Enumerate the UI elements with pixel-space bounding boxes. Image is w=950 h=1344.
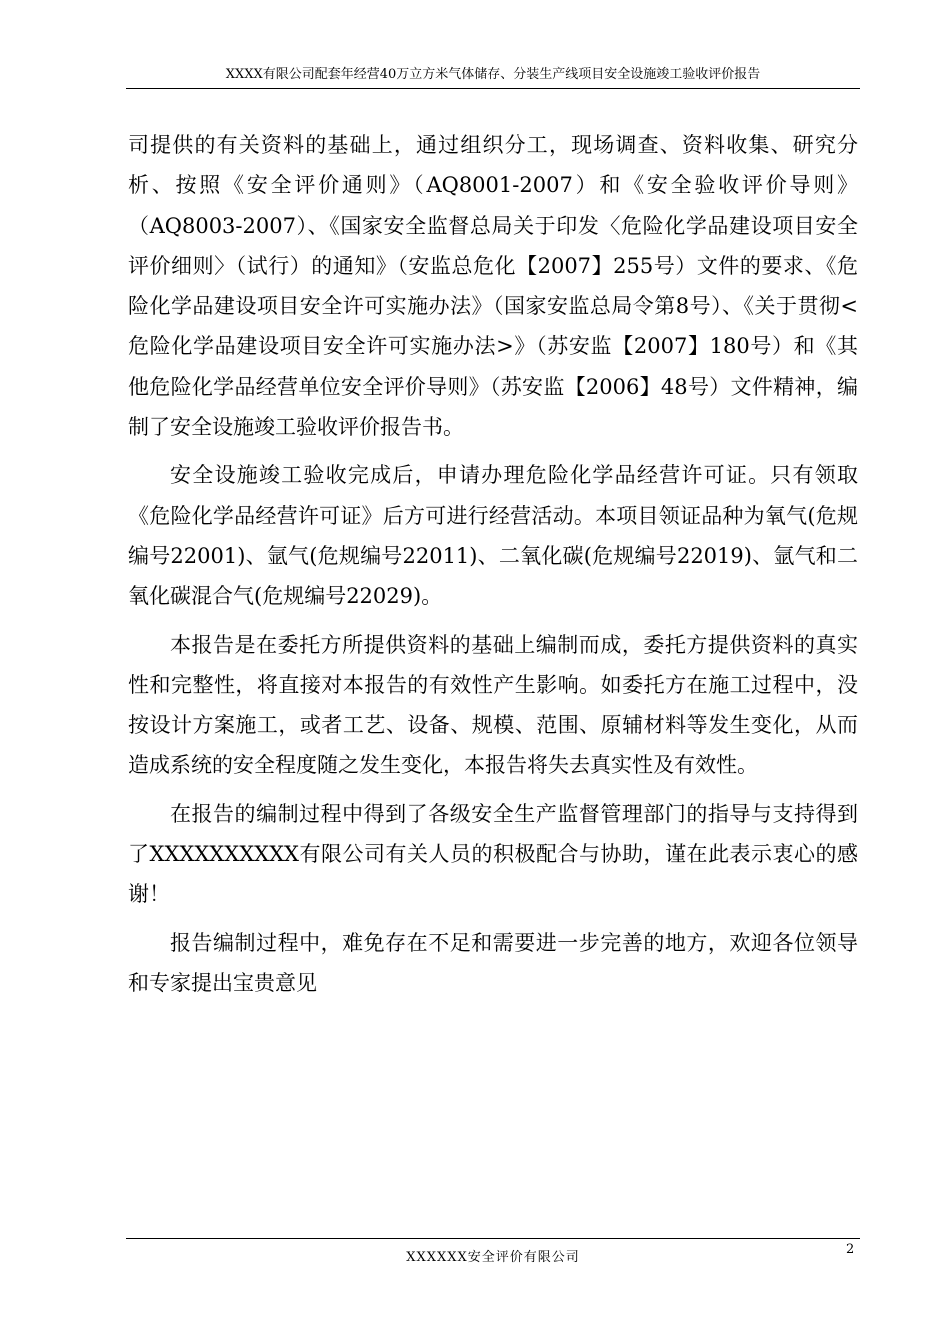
header-divider	[126, 88, 860, 89]
page-header-title: XXXX有限公司配套年经营40万立方米气体储存、分装生产线项目安全设施竣工验收评价报告	[225, 67, 761, 82]
body-paragraph-5: 报告编制过程中，难免存在不足和需要进一步完善的地方，欢迎各位领导和专家提出宝贵意见	[128, 930, 858, 995]
footer-divider	[126, 1238, 860, 1239]
body-paragraph-1: 司提供的有关资料的基础上，通过组织分工，现场调查、资料收集、研究分析、按照《安全评价通则》（AQ8001-2007）和《安全验收评价导则》（AQ8003-2007）、《国家安全监督总局关于印发〈危险化学品建设项目安全评价细则〉（试行）的通知》（安监总危化【2007】255号）文件的要求、《危险化学品建设项目安全许可实施办法》（国家安监总局令第8号）、《关于贯彻<危险化学品建设项目安全许可实施办法>》（苏安监【2007】180号）和《其他危险化学品经营单位安全评价导则》（苏安监【2006】48号）文件精神，编制了安全设施竣工验收评价报告书。	[128, 133, 858, 440]
document-body	[128, 125, 858, 1003]
page-number: 2	[846, 1242, 855, 1257]
footer-company-name: XXXXXX安全评价有限公司	[406, 1250, 580, 1265]
body-paragraph-4: 在报告的编制过程中得到了各级安全生产监督管理部门的指导与支持得到了XXXXXXXXXX有限公司有关人员的积极配合与协助，谨在此表示衷心的感谢！	[128, 801, 858, 907]
body-paragraph-3: 本报告是在委托方所提供资料的基础上编制而成，委托方提供资料的真实性和完整性，将直接对本报告的有效性产生影响。如委托方在施工过程中，没按设计方案施工，或者工艺、设备、规模、范围、原辅材料等发生变化，从而造成系统的安全程度随之发生变化，本报告将失去真实性及有效性。	[128, 632, 858, 778]
body-paragraph-2: 安全设施竣工验收完成后，申请办理危险化学品经营许可证。只有领取《危险化学品经营许可证》后方可进行经营活动。本项目领证品种为氧气(危规编号22001)、氩气(危规编号22011)、二氧化碳(危规编号22019)、氩气和二氧化碳混合气(危规编号22029)。	[128, 463, 858, 609]
